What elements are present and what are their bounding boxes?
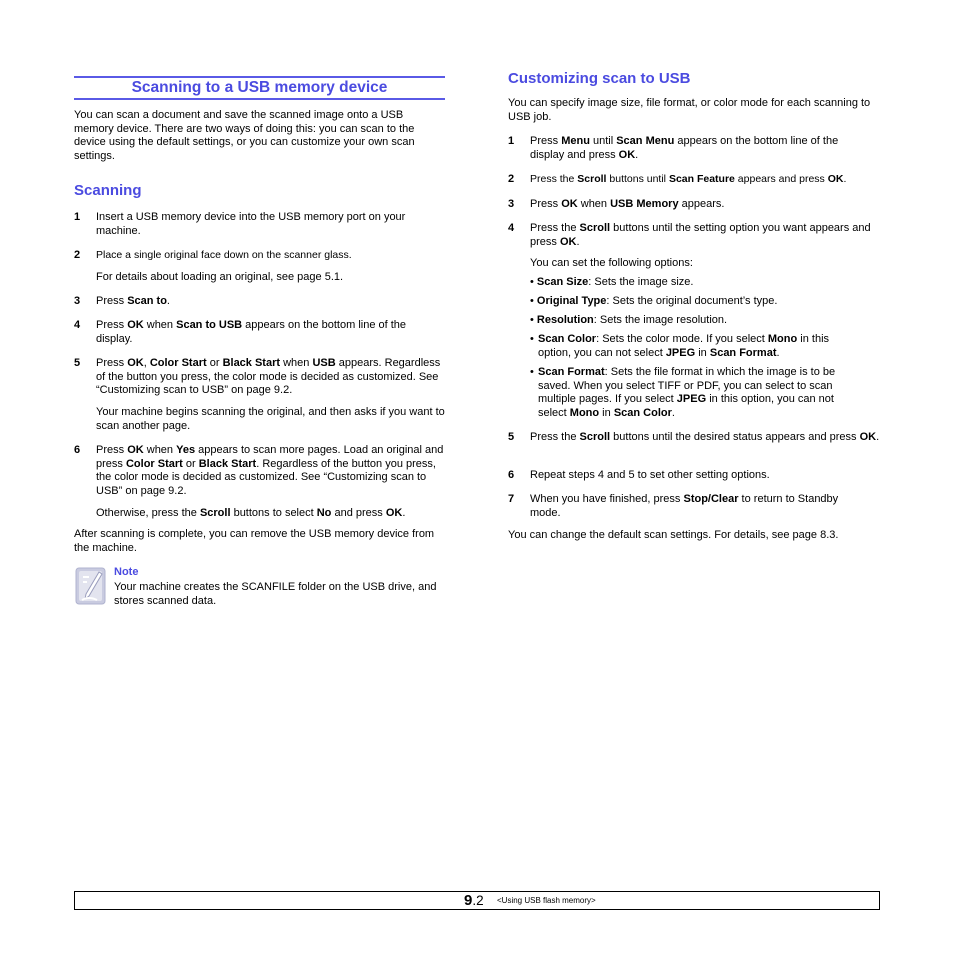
- step-text: Press OK when Yes appears to scan more pages. Load an original and press Color Start or Black Start. Regardless of the button you press, the color mode is decided as customized. See “Customizing scan to USB” on page 9.2.: [96, 444, 444, 497]
- step-number: 7: [508, 493, 515, 505]
- step-number: 5: [74, 357, 81, 369]
- step-number: 1: [508, 135, 515, 147]
- chapter-caption: <Using USB flash memory>: [497, 896, 596, 905]
- option-resolution: • Resolution: Sets the image resolution.: [530, 314, 728, 326]
- step-number: 3: [74, 295, 81, 307]
- step-6-note: Otherwise, press the Scroll buttons to select No and press OK.: [96, 507, 406, 519]
- step-number: 6: [74, 444, 81, 456]
- note-label: Note: [114, 566, 139, 578]
- step-number: 4: [508, 222, 515, 234]
- step-text: Press the Scroll buttons until the desired status appears and press OK.: [530, 431, 880, 443]
- step-text: Repeat steps 4 and 5 to set other setting options.: [530, 469, 770, 481]
- page-footer: [74, 891, 880, 910]
- note-pencil-icon: [75, 567, 106, 605]
- step-number: 3: [508, 198, 515, 210]
- section-title: Scanning to a USB memory device: [74, 76, 445, 100]
- customizing-heading: Customizing scan to USB: [508, 70, 691, 87]
- step-number: 5: [508, 431, 515, 443]
- step-text: When you have finished, press Stop/Clear to return to Standby mode.: [530, 493, 839, 519]
- note-text: Your machine creates the SCANFILE folder on the USB drive, and stores scanned data.: [114, 581, 437, 607]
- scanning-heading: Scanning: [74, 182, 142, 199]
- step-2-note: For details about loading an original, see page 5.1.: [96, 271, 344, 283]
- page-number: 9.2: [464, 892, 484, 909]
- step-5-note: Your machine begins scanning the original, and then asks if you want to scan another page.: [96, 406, 445, 432]
- step-text: Place a single original face down on the scanner glass.: [96, 249, 352, 261]
- option-original-type: • Original Type: Sets the original document’s type.: [530, 295, 778, 307]
- option-scan-size: • Scan Size: Sets the image size.: [530, 276, 694, 288]
- step-number: 1: [74, 211, 81, 223]
- right-outro: You can change the default scan settings. For details, see page 8.3.: [508, 529, 839, 541]
- after-paragraph: After scanning is complete, you can remove the USB memory device from the machine.: [74, 528, 435, 554]
- step-number: 2: [508, 173, 515, 185]
- step-text: Insert a USB memory device into the USB memory port on your machine.: [96, 211, 406, 237]
- step-number: 4: [74, 319, 81, 331]
- step-text: Press OK when Scan to USB appears on the bottom line of the display.: [96, 319, 407, 345]
- step-text: Press the Scroll buttons until the setting option you want appears and press OK.: [530, 222, 871, 248]
- step-text: Press OK when USB Memory appears.: [530, 198, 725, 210]
- step-text: Press OK, Color Start or Black Start when USB appears. Regardless of the button you press, the color mode is decided as customized. See “Customizing scan to USB” on page 9.2.: [96, 357, 441, 397]
- options-intro: You can set the following options:: [530, 257, 693, 269]
- step-number: 6: [508, 469, 515, 481]
- intro-paragraph: You can scan a document and save the scanned image onto a USB memory device. There are two ways of doing this: you can scan to the device using the default settings, or you can customize your own scan settings.: [74, 109, 415, 162]
- step-number: 2: [74, 249, 81, 261]
- step-text: Press Menu until Scan Menu appears on the bottom line of the display and press OK.: [530, 135, 839, 161]
- step-text: Press Scan to.: [96, 295, 170, 307]
- step-text: Press the Scroll buttons until Scan Feature appears and press OK.: [530, 173, 847, 185]
- right-intro: You can specify image size, file format, or color mode for each scanning to USB job.: [508, 97, 871, 123]
